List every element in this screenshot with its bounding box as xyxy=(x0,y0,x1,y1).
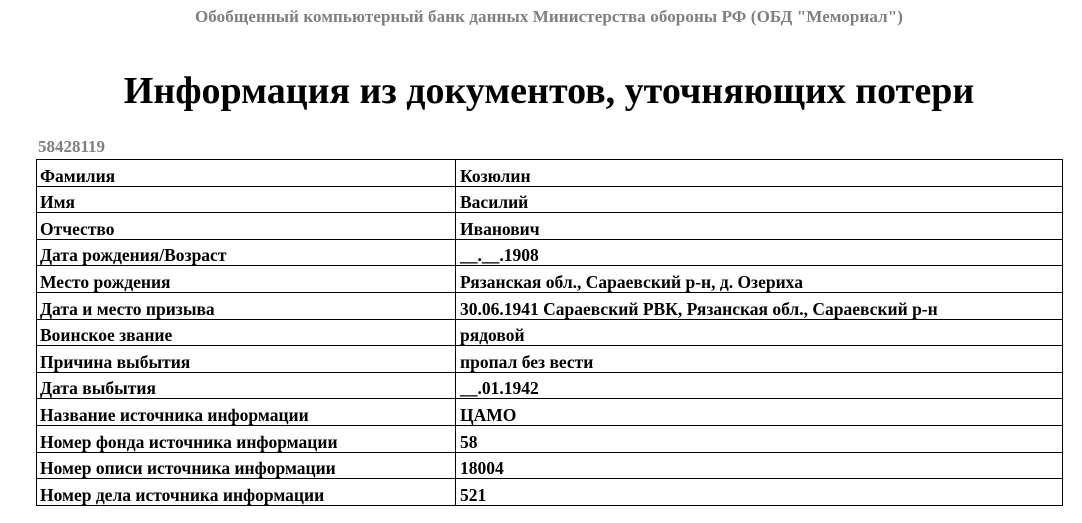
row-label: Номер фонда источника информации xyxy=(37,425,456,452)
record-id: 58428119 xyxy=(38,137,106,156)
row-value: 521 xyxy=(456,479,1063,506)
database-source-line: Обобщенный компьютерный банк данных Министерства обороны РФ (ОБД "Мемориал") xyxy=(194,7,904,26)
row-label: Номер дела источника информации xyxy=(37,479,456,506)
row-label: Воинское звание xyxy=(37,319,456,346)
table-row-rank xyxy=(37,319,1063,346)
row-value: Козюлин xyxy=(456,160,1063,187)
row-value: __.01.1942 xyxy=(456,372,1063,399)
row-label: Название источника информации xyxy=(37,399,456,426)
row-value: 18004 xyxy=(456,452,1063,479)
row-value: 30.06.1941 Сараевский РВК, Рязанская обл., Сараевский р-н xyxy=(456,292,1063,319)
row-value: рядовой xyxy=(456,319,1063,346)
table-row-loss-date xyxy=(37,372,1063,399)
table-row-inventory-number xyxy=(37,452,1063,479)
row-value: Василий xyxy=(456,186,1063,213)
record-info-table xyxy=(36,159,1063,506)
page-title: Информация из документов, уточняющих потери xyxy=(123,70,975,112)
row-value: Иванович xyxy=(456,213,1063,240)
row-value: ЦАМО xyxy=(456,399,1063,426)
table-row-fund-number xyxy=(37,425,1063,452)
table-row-first-name xyxy=(37,186,1063,213)
row-label: Фамилия xyxy=(37,160,456,187)
row-label: Дата выбытия xyxy=(37,372,456,399)
table-row-birth-date xyxy=(37,239,1063,266)
row-value: 58 xyxy=(456,425,1063,452)
table-row-patronymic xyxy=(37,213,1063,240)
row-label: Отчество xyxy=(37,213,456,240)
table-row-birth-place xyxy=(37,266,1063,293)
table-row-surname xyxy=(37,160,1063,187)
row-label: Место рождения xyxy=(37,266,456,293)
table-row-source-name xyxy=(37,399,1063,426)
table-row-loss-reason xyxy=(37,346,1063,373)
row-value: __.__.1908 xyxy=(456,239,1063,266)
row-label: Дата и место призыва xyxy=(37,292,456,319)
row-value: Рязанская обл., Сараевский р-н, д. Озериха xyxy=(456,266,1063,293)
row-label: Имя xyxy=(37,186,456,213)
row-value: пропал без вести xyxy=(456,346,1063,373)
table-row-file-number xyxy=(37,479,1063,506)
row-label: Причина выбытия xyxy=(37,346,456,373)
table-row-conscription xyxy=(37,292,1063,319)
row-label: Номер описи источника информации xyxy=(37,452,456,479)
row-label: Дата рождения/Возраст xyxy=(37,239,456,266)
